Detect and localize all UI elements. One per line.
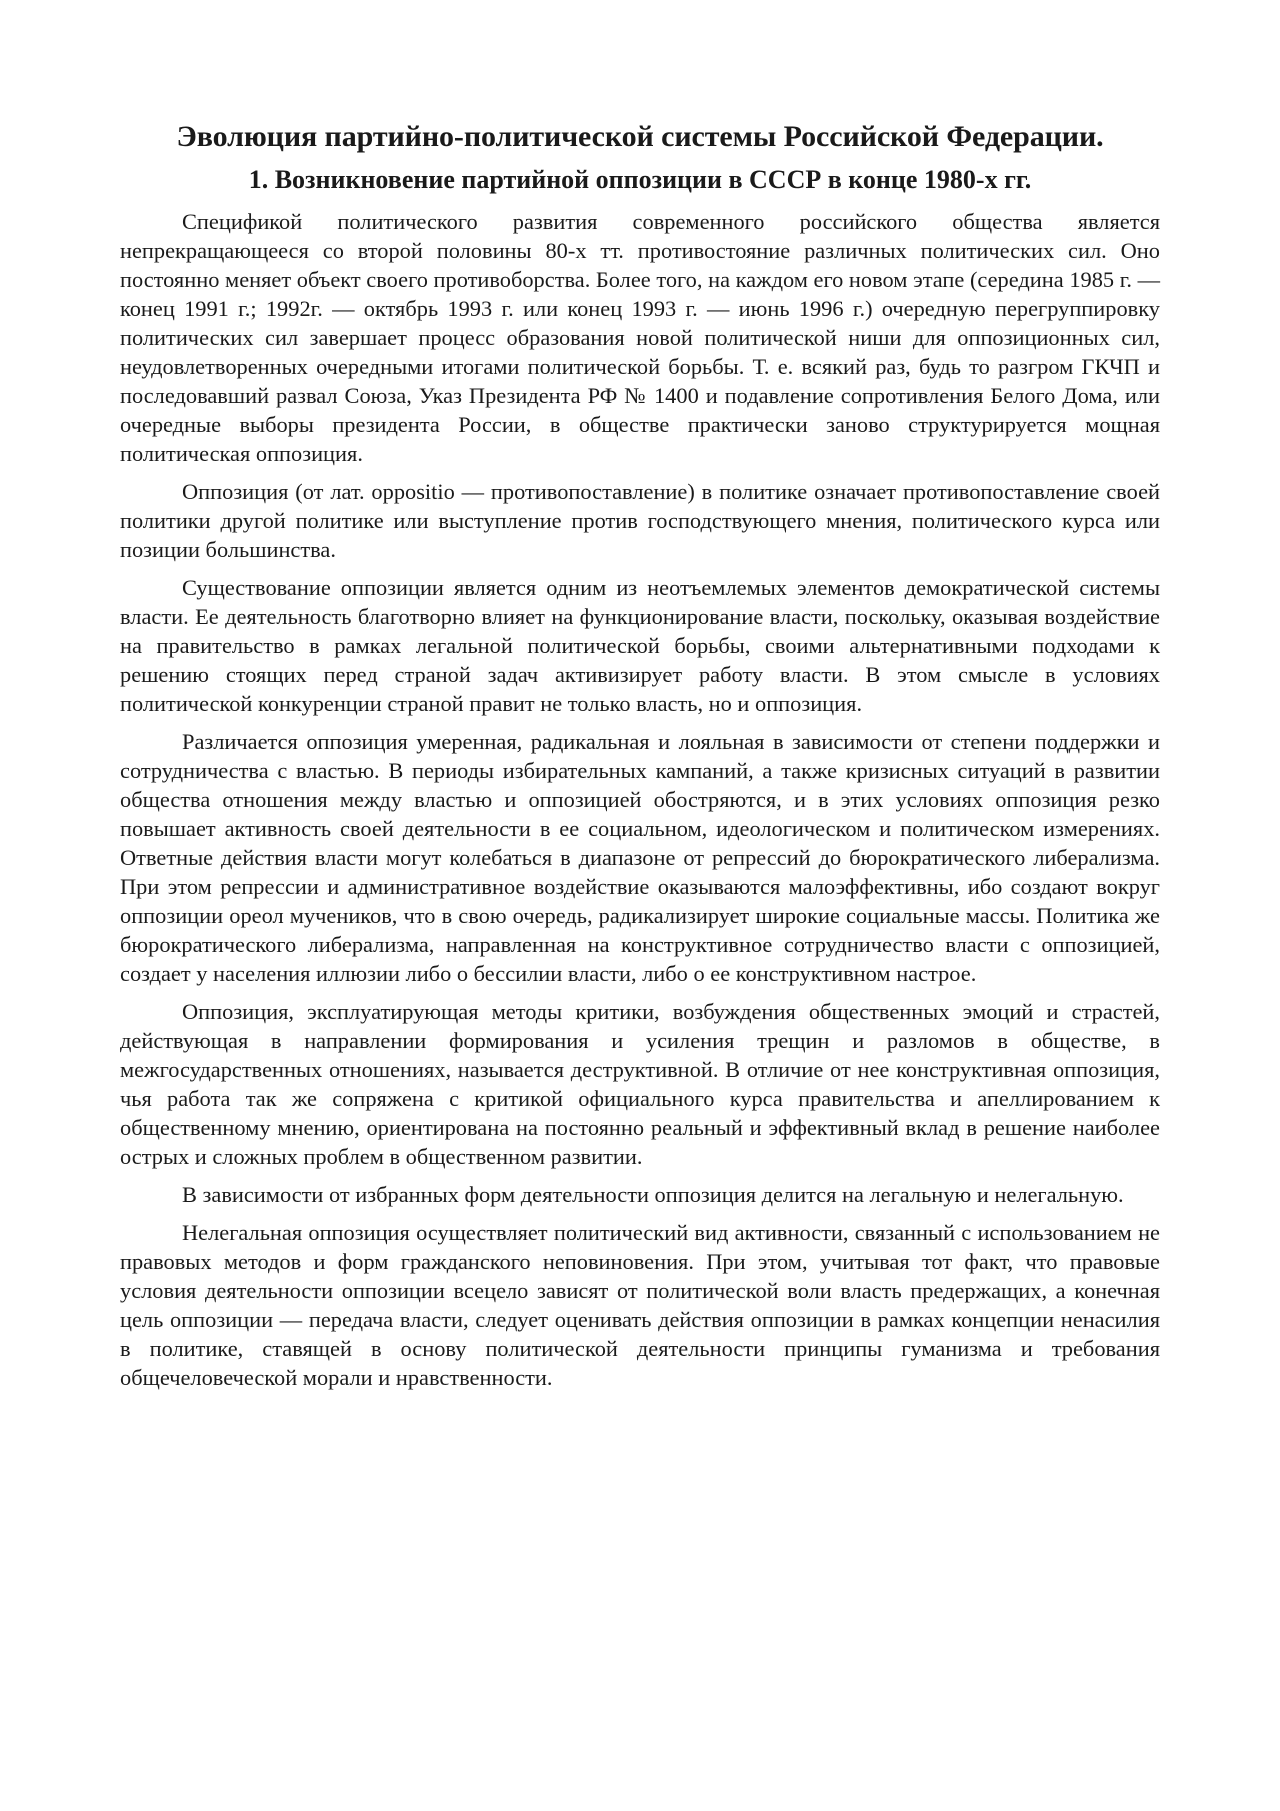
paragraph-5: Оппозиция, эксплуатирующая методы критики, возбуждения общественных эмоций и страстей, действующая в направлении формирования и усиления трещин и разломов в обществе, в межгосударственных отношениях, называется деструктивной. В отличие от нее конструктивная оппозиция, чья работа так же сопряжена с критикой официального курса правительства и апеллированием к общественному мнению, ориентирована на постоянно реальный и эффективный вклад в решение наиболее острых и сложных проблем в общественном развитии. (120, 999, 1160, 1169)
paragraph-2: Оппозиция (от лат. oppositio — противопоставление) в политике означает противопоставление своей политики другой политике или выступление против господствующего мнения, политического курса или позиции большинства. (120, 479, 1160, 562)
document-page (120, 118, 1160, 1401)
document-title: Эволюция партийно-политической системы Российской Федерации. (176, 120, 1104, 153)
paragraph-7: Нелегальная оппозиция осуществляет политический вид активности, связанный с использованием не правовых методов и форм гражданского неповиновения. При этом, учитывая тот факт, что правовые условия деятельности оппозиции всецело зависят от политической воли власть предержащих, а конечная цель оппозиции — передача власти, следует оценивать действия оппозиции в рамках концепции ненасилия в политике, ставящей в основу политической деятельности принципы гуманизма и требования общечеловеческой морали и нравственности. (120, 1220, 1160, 1390)
paragraph-3: Существование оппозиции является одним из неотъемлемых элементов демократической системы власти. Ее деятельность благотворно влияет на функционирование власти, поскольку, оказывая воздействие на правительство в рамках легальной политической борьбы, своими альтернативными подходами к решению стоящих перед страной задач активизирует работу власти. В этом смысле в условиях политической конкуренции страной правит не только власть, но и оппозиция. (120, 575, 1160, 716)
paragraph-4: Различается оппозиция умеренная, радикальная и лояльная в зависимости от степени поддержки и сотрудничества с властью. В периоды избирательных кампаний, а также кризисных ситуаций в развитии общества отношения между властью и оппозицией обостряются, и в этих условиях оппозиция резко повышает активность своей деятельности в ее социальном, идеологическом и политическом измерениях. Ответные действия власти могут колебаться в диапазоне от репрессий до бюрократического либерализма. При этом репрессии и административное воздействие оказываются малоэффективны, ибо создают вокруг оппозиции ореол мучеников, что в свою очередь, радикализирует широкие социальные массы. Политика же бюрократического либерализма, направленная на конструктивное сотрудничество власти с оппозицией, создает у населения иллюзии либо о бессилии власти, либо о ее конструктивном настрое. (120, 729, 1160, 986)
section-heading: 1. Возникновение партийной оппозиции в СССР в конце 1980-х гг. (248, 165, 1032, 194)
paragraph-6: В зависимости от избранных форм деятельности оппозиция делится на легальную и нелегальную. (182, 1182, 1124, 1207)
paragraph-1: Спецификой политического развития современного российского общества является непрекращающееся со второй половины 80-х тт. противостояние различных политических сил. Оно постоянно меняет объект своего противоборства. Более того, на каждом его новом этапе (середина 1985 г. — конец 1991 г.; 1992г. — октябрь 1993 г. или конец 1993 г. — июнь 1996 г.) очередную перегруппировку политических сил завершает процесс образования новой политической ниши для оппозиционных сил, неудовлетворенных очередными итогами политической борьбы. Т. е. всякий раз, будь то разгром ГКЧП и последовавший развал Союза, Указ Президента РФ № 1400 и подавление сопротивления Белого Дома, или очередные выборы президента России, в обществе практически заново структурируется мощная политическая оппозиция. (120, 209, 1160, 466)
